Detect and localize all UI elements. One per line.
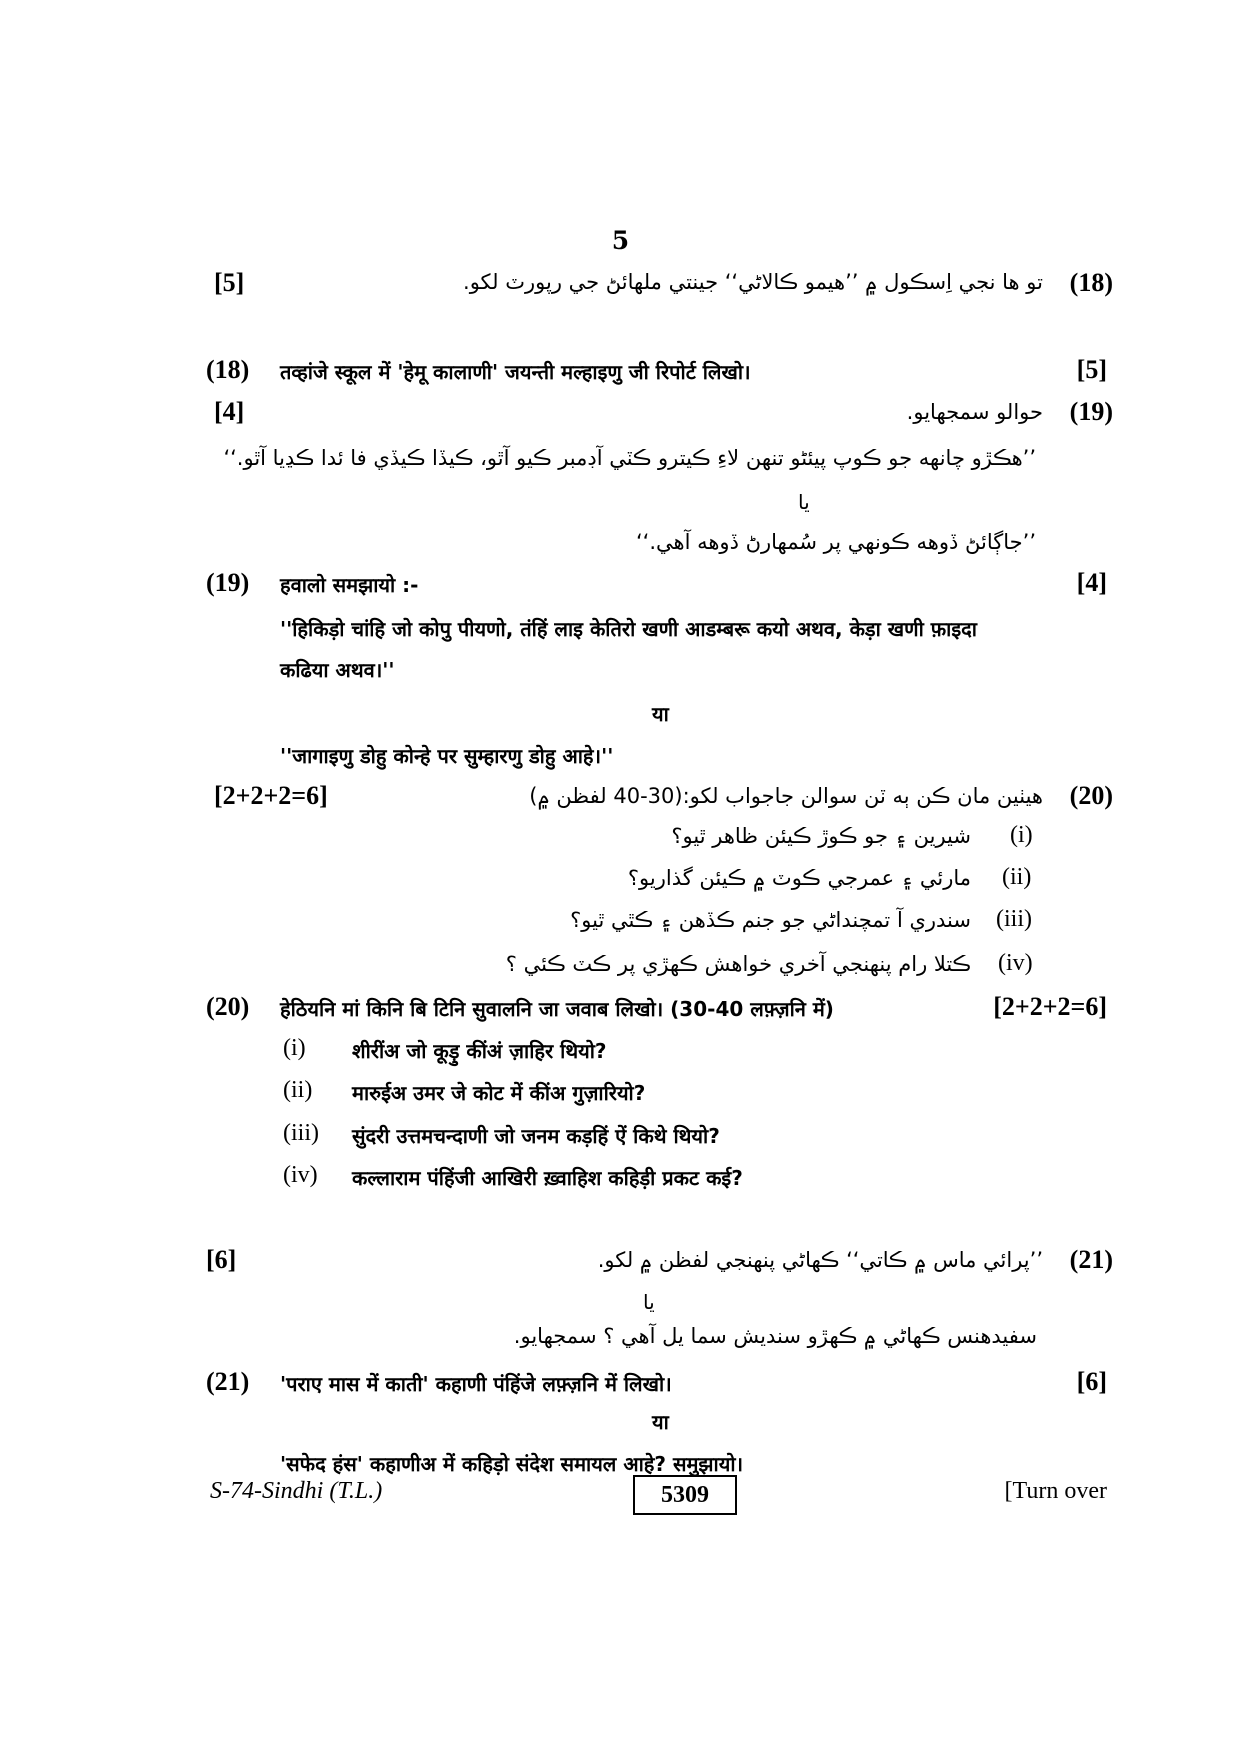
q20-sindhi-item-4-text: ڪتلا رام پنهنجي آخري خواهش ڪهڙي پر ڪٽ ڪئي ؟ — [505, 952, 971, 976]
footer-paper-code: 5309 — [633, 1475, 737, 1515]
q19-hindi-marks: [4] — [1076, 568, 1107, 597]
q20-sindhi-item-1-label: (i) — [1010, 822, 1033, 848]
q19-sindhi-number: (19) — [1069, 397, 1113, 426]
q20-sindhi-item-3-text: سندري آ تمچنداڻي جو جنم ڪڏهن ۽ ڪٿي ٿيو؟ — [570, 908, 971, 932]
q18-hindi-number: (18) — [206, 355, 250, 384]
q20-hindi-item-1-text: शीरींअ जो कूड़ु कींअं ज़ाहिर थियो? — [352, 1039, 607, 1063]
q20-hindi-item-3-text: सुंदरी उत्तमचन्दाणी जो जनम कड़हिं ऐं किथे थियो? — [352, 1124, 720, 1148]
q20-hindi-item-3-label: (iii) — [283, 1120, 319, 1146]
q21-sindhi-number: (21) — [1069, 1245, 1113, 1274]
q20-sindhi-item-2-text: مارئي ۽ عمرجي ڪوٽ ۾ ڪيئن گذاريو؟ — [627, 866, 971, 890]
q20-sindhi-item-1-text: شيرين ۽ جو ڪوڙ ڪيئن ظاهر ٿيو؟ — [671, 824, 971, 848]
q19-hindi-quote1-line2: कढिया अथव।'' — [280, 658, 395, 682]
q19-hindi-or: या — [652, 702, 669, 726]
q19-hindi-quote2: ''जागाइणु डोहु कोन्हे पर सुम्हारणु डोहु आहे।'' — [280, 744, 614, 768]
q20-hindi-number: (20) — [206, 992, 250, 1021]
q21-hindi-line2: 'सफेद हंस' कहाणीअ में कहिड़ो संदेश समायल आहे? समुझायो। — [280, 1452, 744, 1476]
q19-hindi-title: हवालो समझायो :- — [280, 573, 419, 597]
q20-hindi-marks: [2+2+2=6] — [993, 992, 1107, 1021]
q20-hindi-item-4-text: कल्लाराम पंहिंजी आखिरी ख़्वाहिश कहिड़ी प्रकट कई? — [352, 1166, 743, 1190]
q19-hindi-quote1-line1: ''हिकिड़ो चांहि जो कोपु पीयणो, तंहिं लाइ केतिरो खणी आडम्बरू कयो अथव, केड़ा खणी फ़ाइदा — [280, 617, 977, 641]
q20-hindi-item-2-text: मारुईअ उमर जे कोट में कींअ गुज़ारियो? — [352, 1081, 646, 1105]
q18-sindhi-marks: [5] — [214, 268, 245, 297]
q20-sindhi-item-4-label: (iv) — [998, 950, 1033, 976]
q21-hindi-number: (21) — [206, 1367, 250, 1396]
q21-sindhi-or: يا — [643, 1290, 655, 1314]
page-number: 5 — [611, 226, 630, 255]
q20-hindi-title: हेठियनि मां किनि बि टिनि सुवालनि जा जवाब लिखो। (30-40 लफ़्ज़नि में) — [280, 997, 834, 1021]
q20-hindi-item-4-label: (iv) — [283, 1162, 318, 1188]
q20-hindi-item-2-label: (ii) — [283, 1077, 313, 1103]
q18-sindhi-text: تو ھا نجي اِسڪول ۾ ’’هيمو ڪالاڻي‘‘ جينتي ملهائڻ جي رپورٽ لکو. — [463, 270, 1043, 294]
q19-sindhi-quote2: ’’جاڳائڻ ڏوهه ڪونهي پر سُمهارڻ ڏوهه آهي.‘‘ — [635, 530, 1036, 554]
q19-sindhi-title: حوالو سمجهايو. — [906, 400, 1043, 424]
q19-hindi-number: (19) — [206, 568, 250, 597]
q18-sindhi-number: (18) — [1069, 268, 1113, 297]
q20-hindi-item-1-label: (i) — [283, 1035, 306, 1061]
q18-hindi-marks: [5] — [1076, 355, 1107, 384]
q21-hindi-line1: 'पराए मास में काती' कहाणी पंहिंजे लफ़्ज़नि में लिखो। — [280, 1372, 672, 1396]
q20-sindhi-item-3-label: (iii) — [996, 906, 1032, 932]
q20-sindhi-item-2-label: (ii) — [1002, 864, 1032, 890]
footer-subject-code: S-74-Sindhi (T.L.) — [210, 1478, 383, 1504]
q19-sindhi-or: يا — [798, 490, 810, 514]
q20-sindhi-marks: [2+2+2=6] — [214, 781, 328, 810]
q21-sindhi-marks: [6] — [206, 1245, 237, 1274]
q21-hindi-or: या — [652, 1410, 669, 1434]
q21-sindhi-line2: سفيدهنس ڪهاڻي ۾ ڪهڙو سنديش سما يل آهي ؟ سمجهايو. — [513, 1324, 1037, 1348]
q19-sindhi-quote1: ’’هڪڙو چانهه جو ڪوپ پيئڻو تنهن لاءِ ڪيترو ڪٽي آڊمبر ڪيو آٿو، ڪيڏا ڪيڏي فا ئدا ڪڍيا آٿو.‘‘ — [223, 446, 1036, 470]
q18-hindi-text: तव्हांजे स्कूल में 'हेमू कालाणी' जयन्ती मल्हाइणु जी रिपोर्ट लिखो। — [280, 360, 751, 384]
footer-turn-over: [Turn over — [1004, 1478, 1107, 1504]
q20-sindhi-number: (20) — [1069, 781, 1113, 810]
q20-sindhi-title: هيٺين مان ڪن ٻه ٽن سوالن جاجواب لکو:(30-40 لفظن ۾) — [529, 784, 1043, 808]
q21-sindhi-line1: ’’پرائي ماس ۾ ڪاتي‘‘ ڪهاڻي پنهنجي لفظن ۾ لکو. — [597, 1248, 1043, 1272]
q21-hindi-marks: [6] — [1076, 1367, 1107, 1396]
q19-sindhi-marks: [4] — [214, 397, 245, 426]
